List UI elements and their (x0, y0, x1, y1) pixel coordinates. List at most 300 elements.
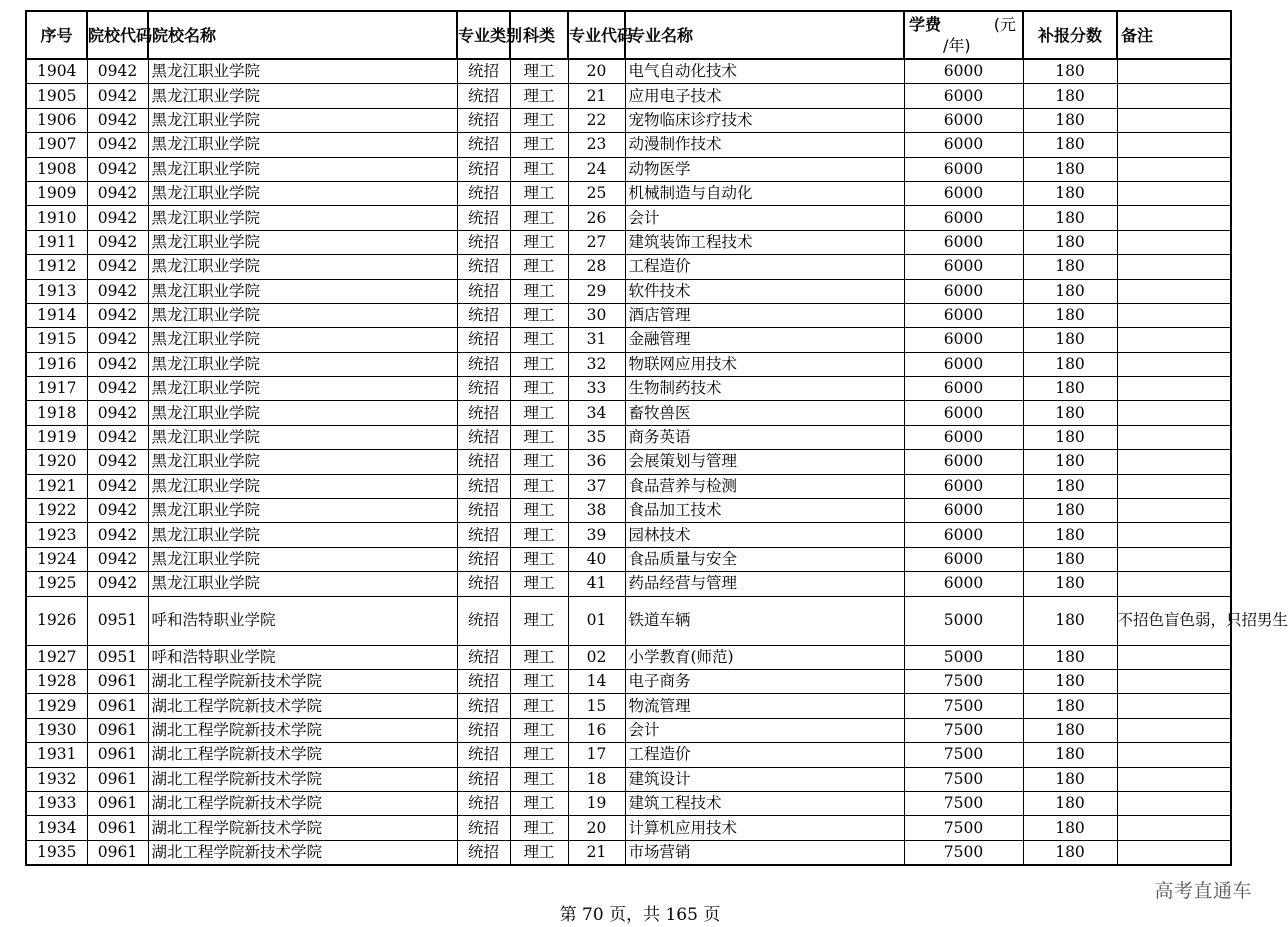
cell-major-name: 会展策划与管理 (625, 450, 904, 474)
cell-major-type: 统招 (457, 523, 510, 547)
cell-major-code: 33 (568, 377, 625, 401)
table-row (26, 694, 1231, 718)
cell-major-code: 29 (568, 279, 625, 303)
cell-note (1117, 425, 1231, 449)
cell-school-code: 0942 (87, 108, 148, 132)
cell-score: 180 (1023, 645, 1117, 669)
cell-school-code: 0942 (87, 84, 148, 108)
cell-major-name: 生物制药技术 (625, 377, 904, 401)
cell-seq: 1924 (26, 547, 87, 571)
cell-major-code: 30 (568, 303, 625, 327)
cell-major-name: 铁道车辆 (625, 596, 904, 645)
cell-fee: 6000 (904, 255, 1023, 279)
cell-category: 理工 (510, 230, 568, 254)
cell-major-code: 21 (568, 840, 625, 865)
cell-category: 理工 (510, 328, 568, 352)
cell-school-code: 0961 (87, 743, 148, 767)
cell-seq: 1905 (26, 84, 87, 108)
cell-seq: 1904 (26, 59, 87, 84)
cell-category: 理工 (510, 181, 568, 205)
table-row (26, 840, 1231, 865)
cell-major-code: 37 (568, 474, 625, 498)
cell-fee: 5000 (904, 596, 1023, 645)
cell-score: 180 (1023, 157, 1117, 181)
cell-note (1117, 694, 1231, 718)
header-category: 科类 (510, 11, 568, 59)
cell-major-name: 小学教育(师范) (625, 645, 904, 669)
cell-school-name: 湖北工程学院新技术学院 (148, 816, 457, 840)
cell-note (1117, 181, 1231, 205)
cell-fee: 6000 (904, 157, 1023, 181)
cell-major-type: 统招 (457, 694, 510, 718)
table-row (26, 572, 1231, 596)
cell-score: 180 (1023, 59, 1117, 84)
cell-major-name: 宠物临床诊疗技术 (625, 108, 904, 132)
cell-major-name: 机械制造与自动化 (625, 181, 904, 205)
table-row (26, 816, 1231, 840)
cell-note (1117, 791, 1231, 815)
cell-major-code: 23 (568, 133, 625, 157)
page-footer: 第 70 页，共 165 页 (559, 905, 721, 925)
cell-category: 理工 (510, 84, 568, 108)
cell-major-type: 统招 (457, 133, 510, 157)
cell-school-code: 0942 (87, 377, 148, 401)
cell-school-code: 0942 (87, 255, 148, 279)
cell-note (1117, 645, 1231, 669)
cell-school-code: 0942 (87, 499, 148, 523)
cell-score: 180 (1023, 718, 1117, 742)
cell-seq: 1934 (26, 816, 87, 840)
cell-school-name: 黑龙江职业学院 (148, 108, 457, 132)
cell-fee: 6000 (904, 181, 1023, 205)
cell-major-name: 金融管理 (625, 328, 904, 352)
cell-note (1117, 718, 1231, 742)
cell-fee: 7500 (904, 840, 1023, 865)
table-row (26, 474, 1231, 498)
cell-major-type: 统招 (457, 767, 510, 791)
cell-note (1117, 572, 1231, 596)
cell-fee: 6000 (904, 572, 1023, 596)
cell-note (1117, 743, 1231, 767)
header-score: 补报分数 (1023, 11, 1117, 59)
cell-major-type: 统招 (457, 401, 510, 425)
cell-seq: 1921 (26, 474, 87, 498)
cell-fee: 7500 (904, 694, 1023, 718)
cell-major-code: 20 (568, 59, 625, 84)
cell-school-code: 0961 (87, 840, 148, 865)
table-row (26, 84, 1231, 108)
cell-fee: 6000 (904, 59, 1023, 84)
cell-seq: 1914 (26, 303, 87, 327)
cell-major-code: 32 (568, 352, 625, 376)
header-seq: 序号 (26, 11, 87, 59)
cell-major-type: 统招 (457, 108, 510, 132)
cell-school-name: 黑龙江职业学院 (148, 474, 457, 498)
table-row (26, 425, 1231, 449)
cell-school-code: 0942 (87, 523, 148, 547)
cell-major-code: 28 (568, 255, 625, 279)
cell-fee: 6000 (904, 499, 1023, 523)
cell-score: 180 (1023, 401, 1117, 425)
cell-school-name: 黑龙江职业学院 (148, 133, 457, 157)
cell-school-code: 0942 (87, 572, 148, 596)
header-major-type: 专业类别 (457, 11, 510, 59)
cell-school-name: 黑龙江职业学院 (148, 572, 457, 596)
cell-major-type: 统招 (457, 352, 510, 376)
table-row (26, 645, 1231, 669)
cell-category: 理工 (510, 767, 568, 791)
cell-category: 理工 (510, 816, 568, 840)
header-row (26, 11, 1231, 59)
cell-seq: 1913 (26, 279, 87, 303)
cell-category: 理工 (510, 743, 568, 767)
header-note: 备注 (1117, 11, 1231, 59)
cell-school-code: 0961 (87, 669, 148, 693)
cell-category: 理工 (510, 255, 568, 279)
cell-seq: 1926 (26, 596, 87, 645)
cell-major-type: 统招 (457, 206, 510, 230)
cell-major-code: 02 (568, 645, 625, 669)
cell-major-name: 园林技术 (625, 523, 904, 547)
table-row (26, 255, 1231, 279)
cell-major-type: 统招 (457, 547, 510, 571)
cell-school-code: 0961 (87, 694, 148, 718)
cell-note (1117, 401, 1231, 425)
header-fee (904, 11, 1023, 59)
cell-score: 180 (1023, 840, 1117, 865)
cell-major-type: 统招 (457, 157, 510, 181)
cell-score: 180 (1023, 816, 1117, 840)
table-row (26, 303, 1231, 327)
cell-major-code: 14 (568, 669, 625, 693)
cell-note (1117, 450, 1231, 474)
watermark-text: 高考直通车 (1154, 880, 1252, 902)
cell-major-type: 统招 (457, 743, 510, 767)
cell-school-name: 黑龙江职业学院 (148, 303, 457, 327)
cell-fee: 6000 (904, 328, 1023, 352)
cell-school-code: 0942 (87, 59, 148, 84)
cell-major-name: 工程造价 (625, 255, 904, 279)
table-row (26, 108, 1231, 132)
cell-major-name: 动漫制作技术 (625, 133, 904, 157)
cell-score: 180 (1023, 108, 1117, 132)
cell-note (1117, 669, 1231, 693)
cell-score: 180 (1023, 743, 1117, 767)
cell-note (1117, 523, 1231, 547)
cell-major-code: 16 (568, 718, 625, 742)
cell-category: 理工 (510, 279, 568, 303)
cell-school-name: 湖北工程学院新技术学院 (148, 767, 457, 791)
cell-seq: 1931 (26, 743, 87, 767)
cell-note (1117, 499, 1231, 523)
cell-note (1117, 352, 1231, 376)
cell-note (1117, 279, 1231, 303)
cell-score: 180 (1023, 206, 1117, 230)
cell-major-type: 统招 (457, 279, 510, 303)
cell-school-name: 湖北工程学院新技术学院 (148, 694, 457, 718)
cell-fee: 6000 (904, 84, 1023, 108)
cell-fee: 6000 (904, 279, 1023, 303)
cell-school-name: 呼和浩特职业学院 (148, 645, 457, 669)
cell-score: 180 (1023, 377, 1117, 401)
table-row (26, 59, 1231, 84)
table-row (26, 791, 1231, 815)
cell-major-type: 统招 (457, 791, 510, 815)
table-row (26, 718, 1231, 742)
cell-score: 180 (1023, 572, 1117, 596)
cell-major-name: 药品经营与管理 (625, 572, 904, 596)
cell-school-code: 0961 (87, 791, 148, 815)
cell-major-name: 建筑设计 (625, 767, 904, 791)
cell-note (1117, 230, 1231, 254)
cell-school-code: 0961 (87, 767, 148, 791)
cell-school-name: 湖北工程学院新技术学院 (148, 669, 457, 693)
cell-note (1117, 816, 1231, 840)
cell-seq: 1925 (26, 572, 87, 596)
cell-score: 180 (1023, 523, 1117, 547)
cell-school-name: 黑龙江职业学院 (148, 523, 457, 547)
cell-school-code: 0942 (87, 133, 148, 157)
cell-fee: 6000 (904, 303, 1023, 327)
cell-category: 理工 (510, 499, 568, 523)
cell-category: 理工 (510, 352, 568, 376)
cell-school-name: 黑龙江职业学院 (148, 59, 457, 84)
cell-seq: 1917 (26, 377, 87, 401)
cell-seq: 1922 (26, 499, 87, 523)
cell-seq: 1920 (26, 450, 87, 474)
cell-fee: 6000 (904, 108, 1023, 132)
cell-major-type: 统招 (457, 499, 510, 523)
cell-category: 理工 (510, 547, 568, 571)
cell-seq: 1912 (26, 255, 87, 279)
cell-fee: 6000 (904, 133, 1023, 157)
cell-major-name: 物联网应用技术 (625, 352, 904, 376)
cell-score: 180 (1023, 328, 1117, 352)
cell-major-type: 统招 (457, 450, 510, 474)
cell-school-code: 0942 (87, 230, 148, 254)
cell-seq: 1923 (26, 523, 87, 547)
cell-fee: 6000 (904, 523, 1023, 547)
cell-category: 理工 (510, 572, 568, 596)
cell-major-code: 21 (568, 84, 625, 108)
cell-major-name: 酒店管理 (625, 303, 904, 327)
cell-fee: 6000 (904, 450, 1023, 474)
cell-seq: 1918 (26, 401, 87, 425)
cell-major-name: 会计 (625, 206, 904, 230)
cell-school-code: 0942 (87, 303, 148, 327)
cell-school-name: 黑龙江职业学院 (148, 84, 457, 108)
cell-note (1117, 157, 1231, 181)
cell-major-type: 统招 (457, 816, 510, 840)
cell-school-name: 黑龙江职业学院 (148, 547, 457, 571)
cell-seq: 1906 (26, 108, 87, 132)
cell-score: 180 (1023, 474, 1117, 498)
cell-category: 理工 (510, 669, 568, 693)
cell-school-code: 0951 (87, 645, 148, 669)
cell-major-name: 会计 (625, 718, 904, 742)
table-row (26, 523, 1231, 547)
header-school-code: 院校代码 (87, 11, 148, 59)
cell-school-name: 黑龙江职业学院 (148, 401, 457, 425)
cell-school-name: 黑龙江职业学院 (148, 352, 457, 376)
cell-school-name: 湖北工程学院新技术学院 (148, 743, 457, 767)
table-row (26, 181, 1231, 205)
cell-major-code: 15 (568, 694, 625, 718)
cell-fee: 7500 (904, 669, 1023, 693)
cell-major-type: 统招 (457, 377, 510, 401)
cell-seq: 1916 (26, 352, 87, 376)
cell-seq: 1919 (26, 425, 87, 449)
cell-school-code: 0942 (87, 157, 148, 181)
cell-seq: 1929 (26, 694, 87, 718)
table-row (26, 767, 1231, 791)
table-row (26, 401, 1231, 425)
table-row (26, 377, 1231, 401)
cell-score: 180 (1023, 255, 1117, 279)
cell-school-code: 0942 (87, 352, 148, 376)
cell-major-name: 食品营养与检测 (625, 474, 904, 498)
cell-school-name: 黑龙江职业学院 (148, 450, 457, 474)
cell-school-name: 黑龙江职业学院 (148, 181, 457, 205)
cell-category: 理工 (510, 523, 568, 547)
cell-score: 180 (1023, 669, 1117, 693)
cell-fee: 7500 (904, 816, 1023, 840)
cell-school-code: 0942 (87, 401, 148, 425)
table-row (26, 328, 1231, 352)
cell-category: 理工 (510, 474, 568, 498)
header-major-code: 专业代码 (568, 11, 625, 59)
cell-major-type: 统招 (457, 645, 510, 669)
cell-seq: 1911 (26, 230, 87, 254)
table-row (26, 743, 1231, 767)
cell-major-type: 统招 (457, 84, 510, 108)
header-fee-label: 学费 (909, 15, 942, 34)
cell-score: 180 (1023, 499, 1117, 523)
cell-school-code: 0942 (87, 328, 148, 352)
cell-major-type: 统招 (457, 181, 510, 205)
cell-school-code: 0942 (87, 474, 148, 498)
cell-note (1117, 767, 1231, 791)
cell-fee: 6000 (904, 230, 1023, 254)
cell-major-code: 18 (568, 767, 625, 791)
cell-major-name: 食品质量与安全 (625, 547, 904, 571)
cell-major-name: 建筑装饰工程技术 (625, 230, 904, 254)
cell-note (1117, 377, 1231, 401)
cell-school-name: 湖北工程学院新技术学院 (148, 840, 457, 865)
cell-score: 180 (1023, 181, 1117, 205)
cell-seq: 1910 (26, 206, 87, 230)
cell-major-code: 27 (568, 230, 625, 254)
cell-major-name: 工程造价 (625, 743, 904, 767)
cell-major-name: 建筑工程技术 (625, 791, 904, 815)
cell-category: 理工 (510, 133, 568, 157)
cell-category: 理工 (510, 596, 568, 645)
cell-category: 理工 (510, 840, 568, 865)
cell-school-code: 0942 (87, 181, 148, 205)
cell-school-name: 湖北工程学院新技术学院 (148, 791, 457, 815)
cell-school-code: 0942 (87, 425, 148, 449)
cell-major-name: 电气自动化技术 (625, 59, 904, 84)
cell-score: 180 (1023, 791, 1117, 815)
cell-seq: 1932 (26, 767, 87, 791)
table-row (26, 596, 1231, 645)
cell-fee: 6000 (904, 377, 1023, 401)
cell-fee: 7500 (904, 718, 1023, 742)
cell-major-name: 计算机应用技术 (625, 816, 904, 840)
cell-major-type: 统招 (457, 596, 510, 645)
cell-score: 180 (1023, 279, 1117, 303)
cell-category: 理工 (510, 303, 568, 327)
admissions-table (25, 10, 1288, 866)
cell-note (1117, 59, 1231, 84)
cell-note (1117, 840, 1231, 865)
cell-category: 理工 (510, 108, 568, 132)
cell-fee: 5000 (904, 645, 1023, 669)
cell-score: 180 (1023, 547, 1117, 571)
cell-fee: 6000 (904, 352, 1023, 376)
cell-seq: 1908 (26, 157, 87, 181)
cell-school-name: 黑龙江职业学院 (148, 206, 457, 230)
cell-category: 理工 (510, 791, 568, 815)
cell-major-type: 统招 (457, 230, 510, 254)
cell-note (1117, 303, 1231, 327)
cell-major-name: 食品加工技术 (625, 499, 904, 523)
cell-note (1117, 328, 1231, 352)
cell-score: 180 (1023, 303, 1117, 327)
cell-score: 180 (1023, 596, 1117, 645)
cell-note (1117, 255, 1231, 279)
cell-category: 理工 (510, 401, 568, 425)
cell-major-code: 38 (568, 499, 625, 523)
table-row (26, 499, 1231, 523)
cell-major-code: 20 (568, 816, 625, 840)
cell-category: 理工 (510, 157, 568, 181)
table-row (26, 157, 1231, 181)
cell-note (1117, 474, 1231, 498)
table-body (26, 59, 1288, 865)
cell-major-code: 22 (568, 108, 625, 132)
header-fee-unit-a: (元 (993, 15, 1016, 34)
cell-score: 180 (1023, 767, 1117, 791)
cell-school-name: 黑龙江职业学院 (148, 230, 457, 254)
cell-school-code: 0961 (87, 718, 148, 742)
cell-major-type: 统招 (457, 572, 510, 596)
cell-major-type: 统招 (457, 303, 510, 327)
cell-school-name: 黑龙江职业学院 (148, 157, 457, 181)
header-major-name: 专业名称 (625, 11, 904, 59)
cell-major-code: 17 (568, 743, 625, 767)
table-row (26, 230, 1231, 254)
cell-category: 理工 (510, 718, 568, 742)
cell-school-code: 0942 (87, 450, 148, 474)
cell-note (1117, 108, 1231, 132)
cell-seq: 1909 (26, 181, 87, 205)
cell-seq: 1915 (26, 328, 87, 352)
cell-major-type: 统招 (457, 425, 510, 449)
cell-school-code: 0942 (87, 279, 148, 303)
cell-major-name: 电子商务 (625, 669, 904, 693)
cell-major-code: 35 (568, 425, 625, 449)
cell-category: 理工 (510, 645, 568, 669)
cell-school-name: 湖北工程学院新技术学院 (148, 718, 457, 742)
cell-seq: 1928 (26, 669, 87, 693)
cell-school-name: 黑龙江职业学院 (148, 255, 457, 279)
cell-school-code: 0961 (87, 816, 148, 840)
cell-major-code: 41 (568, 572, 625, 596)
cell-school-name: 黑龙江职业学院 (148, 499, 457, 523)
cell-major-code: 40 (568, 547, 625, 571)
table-row (26, 450, 1231, 474)
